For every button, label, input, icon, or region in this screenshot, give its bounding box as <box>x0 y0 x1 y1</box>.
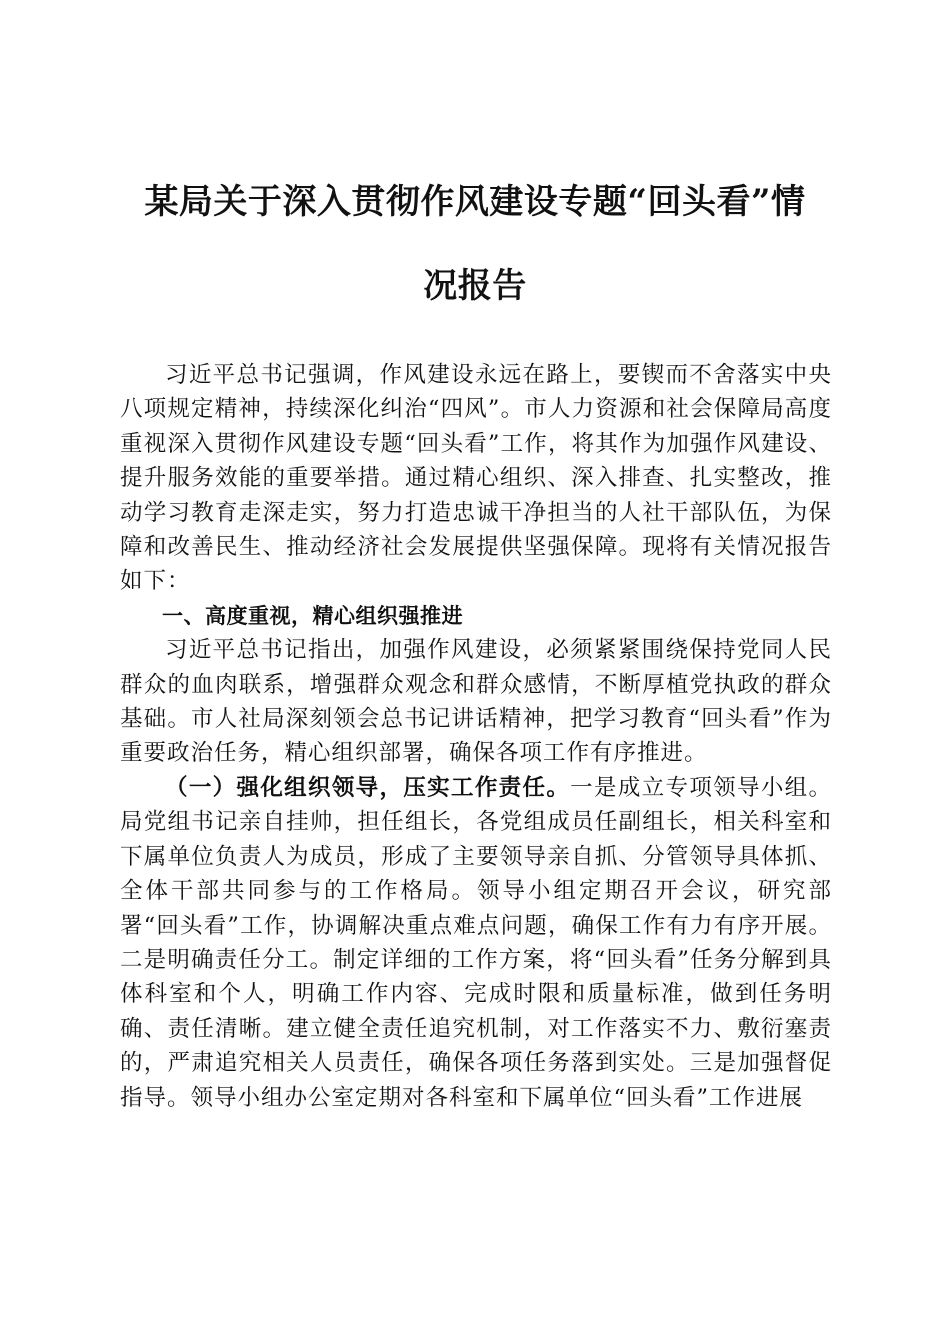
section-1-paragraph: 习近平总书记指出，加强作风建设，必须紧紧围绕保持党同人民群众的血肉联系，增强群众观念和群众感情，不断厚植党执政的群众基础。市人社局深刻领会总书记讲话精神，把学习教育“回头看”作为重要政治任务，精心组织部署，确保各项工作有序推进。 <box>120 637 832 767</box>
section-1-heading: 一、高度重视，精心组织强推进 <box>162 603 463 628</box>
document-body <box>120 358 832 1115</box>
subsection-1-title: （一）强化组织领导，压实工作责任。 <box>165 774 571 801</box>
subsection-1-paragraph <box>120 771 832 1115</box>
title-line-2: 况报告 <box>423 266 527 306</box>
intro-paragraph: 习近平总书记强调，作风建设永远在路上，要锲而不舍落实中央八项规定精神，持续深化纠治“四风”。市人力资源和社会保障局高度重视深入贯彻作风建设专题“回头看”工作，将其作为加强作风建设、提升服务效能的重要举措。通过精心组织、深入排查、扎实整改，推动学习教育走深走实，努力打造忠诚干净担当的人社干部队伍，为保障和改善民生、推动经济社会发展提供坚强保障。现将有关情况报告如下： <box>120 362 832 595</box>
subsection-1-body: 一是成立专项领导小组。局党组书记亲自挂帅，担任组长，各党组成员任副组长，相关科室和下属单位负责人为成员，形成了主要领导亲自抓、分管领导具体抓、全体干部共同参与的工作格局。领导小组定期召开会议，研究部署“回头看”工作，协调解决重点难点问题，确保工作有力有序开展。二是明确责任分工。制定详细的工作方案，将“回头看”任务分解到具体科室和个人，明确工作内容、完成时限和质量标准，做到任务明确、责任清晰。建立健全责任追究机制，对工作落实不力、敷衍塞责的，严肃追究相关人员责任，确保各项任务落到实处。三是加强督促指导。领导小组办公室定期对各科室和下属单位“回头看”工作进展 <box>120 774 832 1111</box>
document-title <box>100 160 850 328</box>
title-line-1: 某局关于深入贯彻作风建设专题“回头看”情 <box>144 182 806 222</box>
